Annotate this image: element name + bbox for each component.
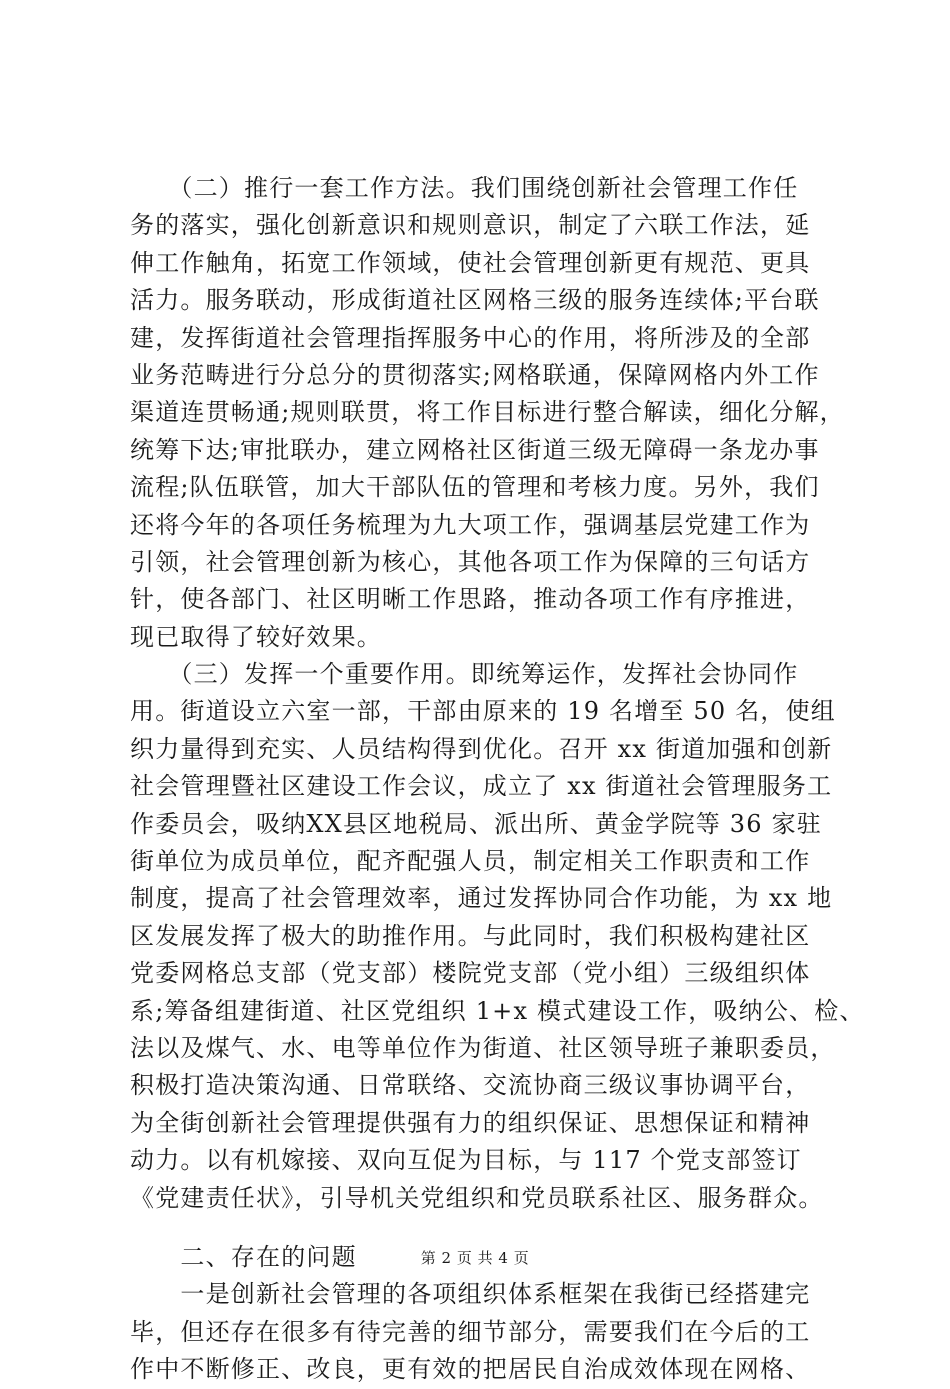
text-line: 业务范畴进行分总分的贯彻落实;网格联通，保障网格内外工作	[130, 360, 820, 389]
text-line: 毕，但还存在很多有待完善的细节部分，需要我们在今后的工	[130, 1317, 811, 1346]
text-line: （三）发挥一个重要作用。即统筹运作，发挥社会协同作	[130, 660, 799, 689]
text-line: 街单位为成员单位，配齐配强人员，制定相关工作职责和工作	[130, 847, 811, 876]
text-line: 针，使各部门、社区明晰工作思路，推动各项工作有序推进，	[130, 585, 811, 614]
text-line: 伸工作触角，拓宽工作领域，使社会管理创新更有规范、更具	[130, 248, 811, 277]
text-line: 社会管理暨社区建设工作会议，成立了 xx 街道社会管理服务工	[130, 772, 833, 801]
text-line: 党委网格总支部（党支部）楼院党支部（党小组）三级组织体	[130, 959, 811, 988]
page-footer: 第 2 页 共 4 页	[420, 1249, 530, 1267]
text-line: 为全街创新社会管理提供强有力的组织保证、思想保证和精神	[130, 1108, 811, 1137]
text-line: 引领，社会管理创新为核心，其他各项工作为保障的三句话方	[130, 547, 811, 576]
text-line: 积极打造决策沟通、日常联络、交流协商三级议事协调平台，	[130, 1071, 811, 1100]
text-line: 织力量得到充实、人员结构得到优化。召开 xx 街道加强和创新	[130, 734, 833, 763]
text-line: 活力。服务联动，形成街道社区网格三级的服务连续体;平台联	[130, 286, 820, 315]
text-line: 《党建责任状》，引导机关党组织和党员联系社区、服务群众。	[130, 1183, 824, 1212]
text-line: 动力。以有机嫁接、双向互促为目标，与 117 个党支部签订	[130, 1146, 802, 1175]
text-line: 作委员会，吸纳XX县区地税局、派出所、黄金学院等 36 家驻	[130, 809, 822, 838]
text-line: 还将今年的各项任务梳理为九大项工作，强调基层党建工作为	[130, 510, 811, 539]
text-line: 作中不断修正、改良，更有效的把居民自治成效体现在网格、	[130, 1355, 811, 1384]
text-line: 系;筹备组建街道、社区党组织 1+x 模式建设工作，吸纳公、检、	[130, 996, 865, 1025]
paragraph-work-method	[130, 170, 845, 656]
section-heading: 二、存在的问题	[130, 1242, 357, 1271]
text-line: 建，发挥街道社会管理指挥服务中心的作用，将所涉及的全部	[130, 323, 811, 352]
text-line: 现已取得了较好效果。	[130, 622, 382, 651]
document-body	[130, 170, 865, 1389]
text-line: 流程;队伍联管，加大干部队伍的管理和考核力度。另外，我们	[130, 473, 820, 502]
paragraph-important-role	[130, 656, 865, 1217]
text-line: 法以及煤气、水、电等单位作为街道、社区领导班子兼职委员，	[130, 1033, 836, 1062]
text-line: 渠道连贯畅通;规则联贯，将工作目标进行整合解读，细化分解，	[130, 398, 845, 427]
paragraph-gap	[130, 1217, 830, 1239]
text-line: 务的落实，强化创新意识和规则意识，制定了六联工作法，延	[130, 211, 811, 240]
text-line: 用。街道设立六室一部，干部由原来的 19 名增至 50 名，使组	[130, 697, 836, 726]
text-line: 统筹下达;审批联办，建立网格社区街道三级无障碍一条龙办事	[130, 435, 820, 464]
text-line: （二）推行一套工作方法。我们围绕创新社会管理工作任	[130, 174, 799, 202]
text-line: 制度，提高了社会管理效率，通过发挥协同合作功能，为 xx 地	[130, 884, 833, 913]
text-line: 区发展发挥了极大的助推作用。与此同时，我们积极构建社区	[130, 921, 811, 950]
text-line: 一是创新社会管理的各项组织体系框架在我街已经搭建完	[130, 1280, 811, 1309]
